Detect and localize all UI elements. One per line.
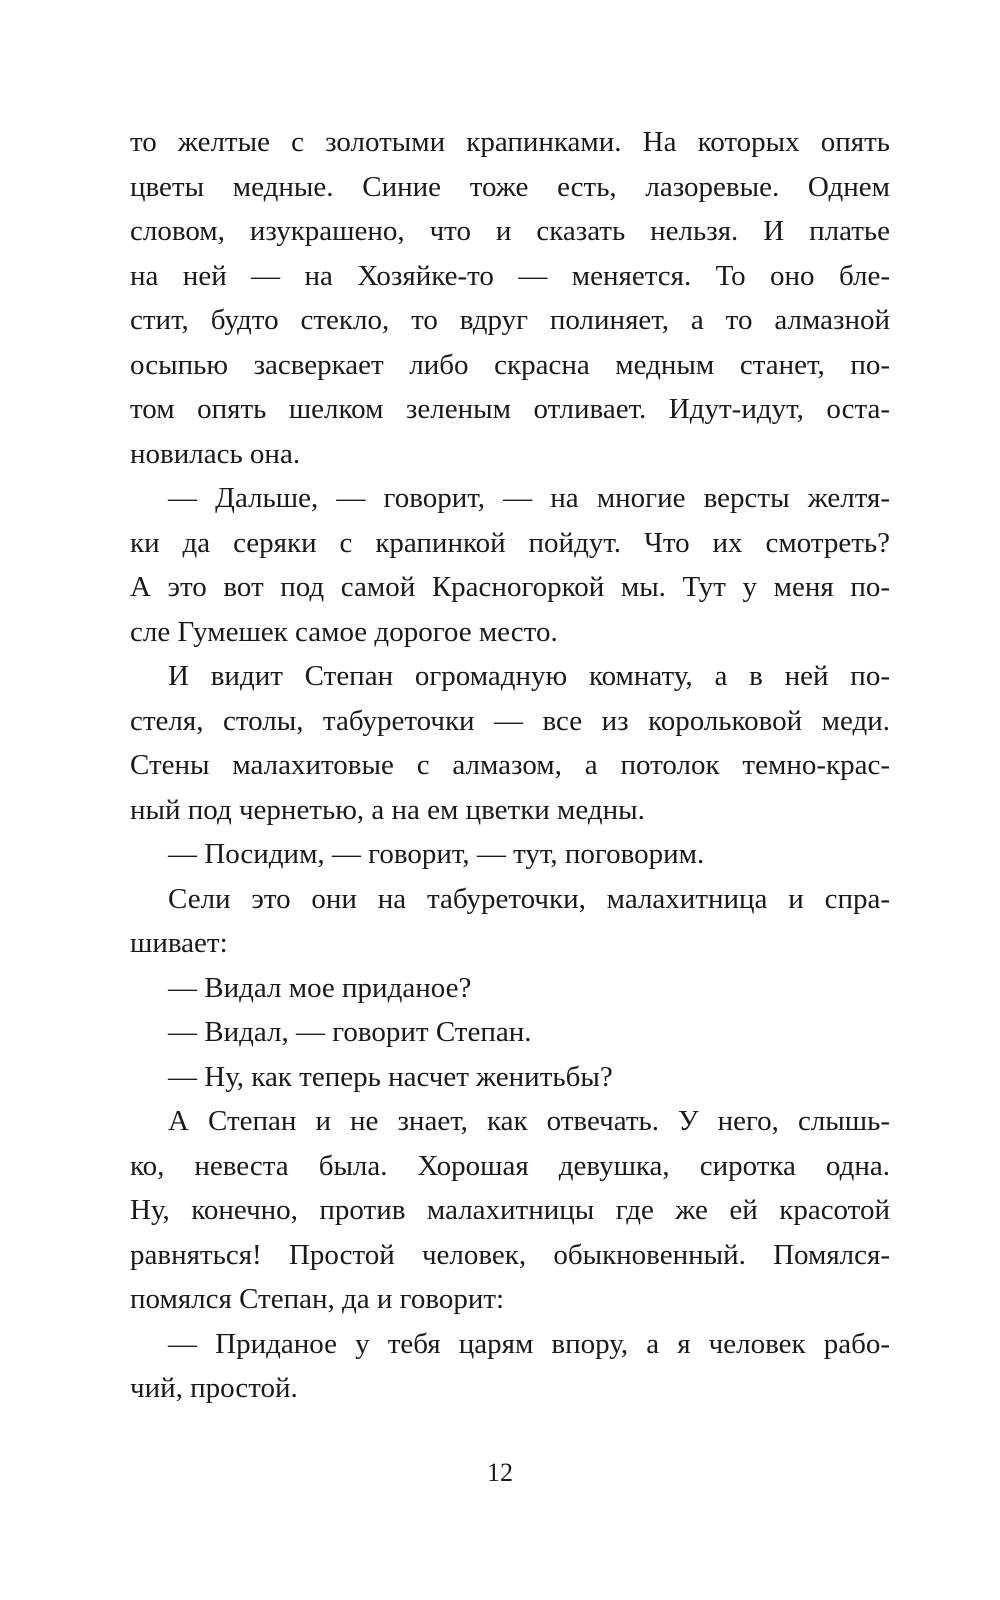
text-line: стеля, столы, табуреточки — все из корольковой меди. [130, 704, 890, 737]
text-line: помялся Степан, да и говорит: [130, 1283, 505, 1315]
text-line: — Приданое у тебя царям впору, а я человек рабо- [168, 1327, 890, 1360]
text-line: шивает: [130, 927, 228, 959]
text-line: цветы медные. Синие тоже есть, лазоревые. Однем [130, 170, 890, 203]
text-line: — Видал мое приданое? [168, 971, 472, 1004]
text-line: чий, простой. [130, 1372, 298, 1404]
text-line: то желтые с золотыми крапинками. На которых опять [130, 126, 890, 158]
text-line: осыпью засверкает либо скрасна медным станет, по- [130, 348, 890, 381]
text-line: И видит Степан огромадную комнату, а в ней по- [168, 660, 890, 692]
text-line: сле Гумешек самое дорогое место. [130, 615, 558, 648]
text-line: А Степан и не знает, как отвечать. У него, слышь- [168, 1105, 890, 1137]
page-text [130, 120, 890, 1411]
text-line: на ней — на Хозяйке-то — меняется. То оно бле- [130, 259, 890, 292]
text-line: ный под чернетью, а на ем цветки медны. [130, 793, 645, 826]
text-line: Стены малахитовые с алмазом, а потолок темно-крас- [130, 749, 890, 781]
text-line: — Ну, как теперь насчет женитьбы? [168, 1060, 613, 1093]
text-line: равняться! Простой человек, обыкновенный. Помялся- [130, 1238, 890, 1271]
text-line: стит, будто стекло, то вдруг полиняет, а то алмазной [130, 304, 890, 336]
text-line: ко, невеста была. Хорошая девушка, сиротка одна. [130, 1149, 890, 1182]
text-line: — Посидим, — говорит, — тут, поговорим. [168, 838, 705, 870]
text-line: словом, изукрашено, что и сказать нельзя. И платье [130, 215, 890, 247]
text-line: — Видал, — говорит Степан. [168, 1016, 532, 1048]
text-line: — Дальше, — говорит, — на многие версты желтя- [168, 482, 890, 514]
text-line: Сели это они на табуреточки, малахитница и спра- [168, 882, 890, 915]
text-line: А это вот под самой Красногоркой мы. Тут у меня по- [130, 571, 890, 603]
text-line: Ну, конечно, против малахитницы где же ей красотой [130, 1194, 890, 1226]
text-line: том опять шелком зеленым отливает. Идут-идут, оста- [130, 393, 890, 425]
page-number: 12 [487, 1458, 513, 1487]
text-line: новилась она. [130, 437, 301, 470]
text-line: ки да серяки с крапинкой пойдут. Что их смотреть? [130, 526, 890, 559]
